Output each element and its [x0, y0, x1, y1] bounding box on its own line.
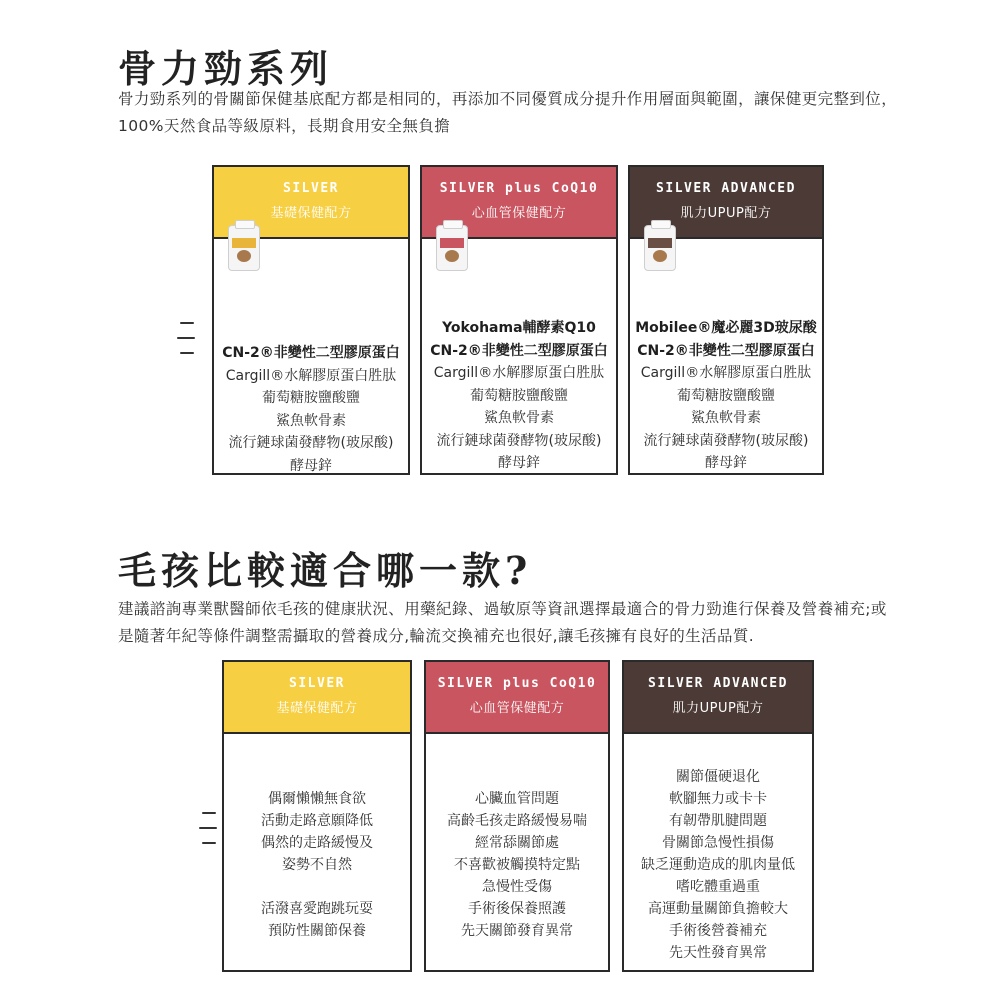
- symptom-item: 骨關節急慢性損傷: [662, 835, 774, 851]
- recommend-card-silver-plus-coq10: [424, 660, 610, 972]
- card-product-subtitle: 心血管保健配方: [471, 206, 567, 221]
- symptom-item: 經常舔關節處: [475, 835, 559, 851]
- symptom-item: 軟腳無力或卡卡: [669, 791, 767, 807]
- symptom-item: 偶然的走路緩慢及: [261, 835, 373, 851]
- symptom-item: 手術後營養補充: [669, 923, 767, 939]
- ingredient-item: Mobilee®魔必麗3D玻尿酸: [635, 320, 817, 336]
- symptom-spacer: [224, 876, 410, 898]
- section2-description: 建議諮詢專業獸醫師依毛孩的健康狀況、用藥紀錄、過敏原等資訊選擇最適合的骨力勁進行保養及營養補充;或是隨著年紀等條件調整需攝取的營養成分,輪流交換補充也很好,讓毛孩擁有良好的生活品質.: [118, 600, 887, 645]
- card-product-name: SILVER plus CoQ10: [439, 181, 599, 196]
- card-header: [224, 662, 410, 734]
- ingredient-item: 流行鏈球菌發酵物(玻尿酸): [643, 432, 809, 449]
- symptom-list: [426, 788, 608, 942]
- symptom-item: 活動走路意願降低: [261, 813, 373, 829]
- ingredient-item: Cargill®水解膠原蛋白胜肽: [225, 367, 397, 384]
- symptom-item: 活潑喜愛跑跳玩耍: [261, 901, 373, 917]
- symptom-item: 心臟血管問題: [475, 791, 559, 807]
- product-card-silver-plus-coq10: [420, 165, 618, 475]
- symptom-item: 有韌帶肌腱問題: [669, 813, 767, 829]
- card-product-subtitle: 肌力UPUP配方: [680, 206, 772, 221]
- symptom-item: 先天關節發育異常: [461, 923, 573, 939]
- symptom-item: 高運動量關節負擔較大: [648, 901, 788, 917]
- symptom-list: [624, 766, 812, 964]
- symptom-item: 缺乏運動造成的肌肉量低: [641, 857, 795, 873]
- ingredient-item: Yokohama輔酵素Q10: [442, 320, 596, 336]
- ingredient-item: 鯊魚軟骨素: [484, 410, 554, 426]
- product-card-silver-advanced: [628, 165, 824, 475]
- symptom-item: 不喜歡被觸摸特定點: [454, 857, 580, 873]
- ingredient-item: Cargill®水解膠原蛋白胜肽: [640, 365, 812, 381]
- ingredient-item: 流行鏈球菌發酵物(玻尿酸): [436, 432, 602, 449]
- card-product-name: SILVER: [289, 676, 345, 691]
- section1-description: 骨力勁系列的骨關節保健基底配方都是相同的，再添加不同優質成分提升作用層面與範圍，讓保健更完整到位，100%天然食品等級原料，長期食用安全無負擔: [118, 90, 898, 135]
- recommend-card-silver-advanced: [622, 660, 814, 972]
- product-card-silver: [212, 165, 410, 475]
- section2-title: 毛孩比較適合哪一款?: [118, 548, 533, 593]
- ingredient-list: [422, 317, 616, 475]
- section1-title: 骨力勁系列: [118, 46, 334, 91]
- card-product-subtitle: 心血管保健配方: [469, 701, 565, 716]
- symptom-item: 手術後保養照護: [468, 901, 566, 917]
- symptom-item: 關節僵硬退化: [676, 769, 760, 785]
- ingredient-item: 葡萄糖胺鹽酸鹽: [262, 390, 360, 406]
- card-product-name: SILVER plus CoQ10: [437, 676, 597, 691]
- product-bottle-image: [436, 225, 468, 271]
- ingredient-list: [630, 317, 822, 475]
- ingredient-item: 酵母鋅: [705, 455, 747, 471]
- symptom-item: 高齡毛孩走路緩慢易喘: [447, 813, 587, 829]
- symptom-item: 嗜吃體重過重: [676, 879, 760, 895]
- ingredient-item: 鯊魚軟骨素: [691, 410, 761, 426]
- decor-dash: [180, 352, 194, 354]
- decor-dash: [202, 842, 216, 844]
- symptom-item: 偶爾懶懶無食欲: [268, 791, 366, 807]
- recommend-card-silver: [222, 660, 412, 972]
- ingredient-item: 葡萄糖胺鹽酸鹽: [470, 387, 568, 404]
- ingredient-item: CN-2®非變性二型膠原蛋白: [430, 342, 608, 359]
- ingredient-item: 酵母鋅: [290, 457, 332, 474]
- card-header: [426, 662, 608, 734]
- ingredient-item: 鯊魚軟骨素: [276, 412, 346, 429]
- card-header: [624, 662, 812, 734]
- symptom-item: 姿勢不自然: [282, 857, 352, 873]
- card-product-name: SILVER ADVANCED: [648, 676, 788, 691]
- ingredient-list: [214, 342, 408, 477]
- decor-dash: [177, 337, 195, 339]
- ingredient-item: 流行鏈球菌發酵物(玻尿酸): [228, 435, 394, 451]
- product-bottle-image: [644, 225, 676, 271]
- symptom-item: 急慢性受傷: [482, 879, 552, 895]
- decor-dash: [180, 322, 194, 324]
- symptom-item: 預防性關節保養: [268, 923, 366, 939]
- card-product-subtitle: 肌力UPUP配方: [672, 701, 764, 716]
- card-product-name: SILVER ADVANCED: [656, 181, 796, 196]
- ingredient-item: 葡萄糖胺鹽酸鹽: [677, 387, 775, 404]
- card-product-subtitle: 基礎保健配方: [276, 701, 358, 716]
- ingredient-item: CN-2®非變性二型膠原蛋白: [637, 342, 815, 359]
- ingredient-item: 酵母鋅: [498, 455, 540, 471]
- symptom-list: [224, 788, 410, 942]
- card-product-name: SILVER: [283, 181, 339, 196]
- decor-dash: [202, 812, 216, 814]
- card-product-subtitle: 基礎保健配方: [270, 206, 352, 221]
- decor-dash: [199, 827, 217, 829]
- ingredient-item: Cargill®水解膠原蛋白胜肽: [433, 365, 605, 381]
- ingredient-item: CN-2®非變性二型膠原蛋白: [222, 345, 400, 361]
- product-bottle-image: [228, 225, 260, 271]
- symptom-item: 先天性發育異常: [669, 945, 767, 961]
